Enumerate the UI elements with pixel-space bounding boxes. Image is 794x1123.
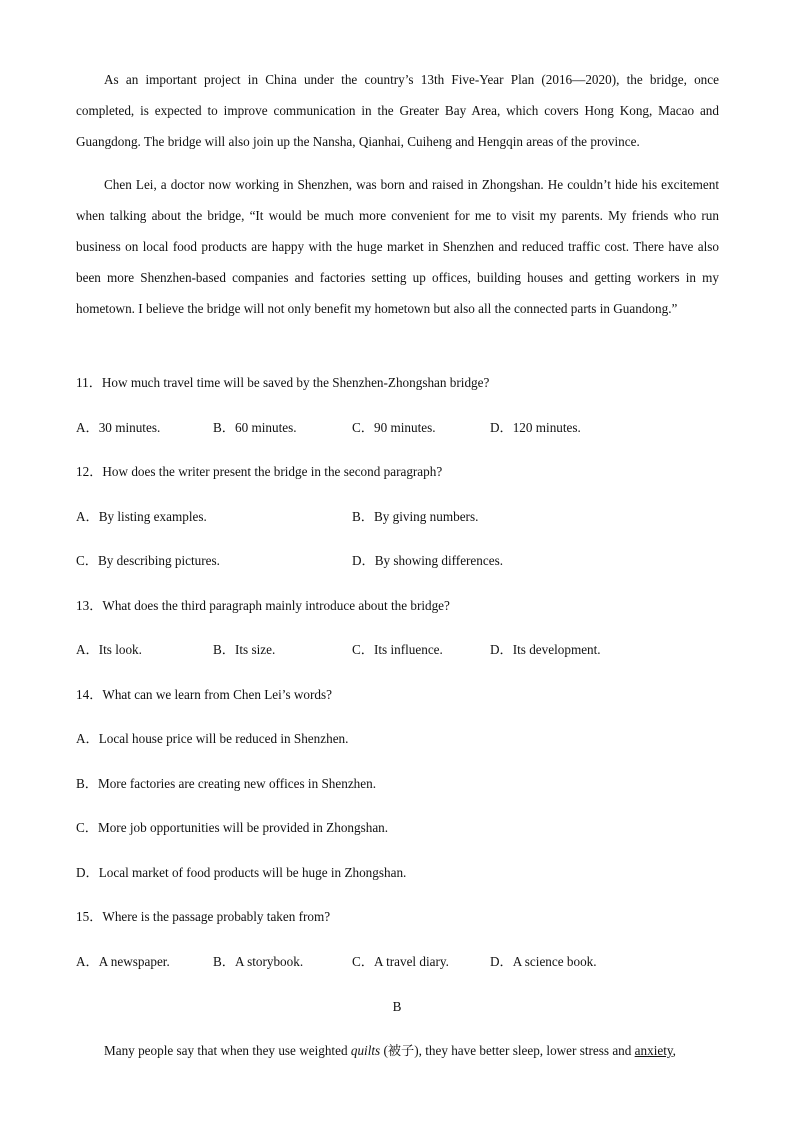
question-12-option-a: A．By listing examples. — [76, 509, 207, 524]
question-11-option-d: D．120 minutes. — [490, 420, 581, 435]
question-15-option-b: B．A storybook. — [213, 954, 304, 969]
question-14-option-a: A．Local house price will be reduced in Shenzhen. — [76, 731, 349, 746]
question-12-option-c: C．By describing pictures. — [76, 553, 220, 568]
section-b-intro-text: Many people say that when they use weighted — [104, 1043, 351, 1058]
question-13-option-a: A．Its look. — [76, 642, 142, 657]
question-13-option-d: D．Its development. — [490, 642, 601, 657]
section-b-heading: B — [392, 999, 402, 1014]
question-13-option-b: B．Its size. — [213, 642, 276, 657]
section-b-intro-end: , — [672, 1043, 676, 1058]
section-b-intro-middle: (被子), they have better sleep, lower stress and — [380, 1043, 635, 1058]
section-b-intro-underlined: anxiety — [634, 1043, 673, 1058]
question-14-option-b: B．More factories are creating new offices in Shenzhen. — [76, 776, 377, 791]
question-14-option-c: C．More job opportunities will be provided in Zhongshan. — [76, 820, 389, 835]
question-13-stem: 13．What does the third paragraph mainly introduce about the bridge? — [76, 598, 450, 613]
question-12-option-b: B．By giving numbers. — [352, 509, 479, 524]
question-13-option-c: C．Its influence. — [352, 642, 443, 657]
question-15-option-a: A．A newspaper. — [76, 954, 170, 969]
section-b-intro-italic: quilts — [350, 1043, 381, 1058]
paragraph-bridge-project: As an important project in China under the country’s 13th Five-Year Plan (2016—2020), the bridge, once completed, is expected to improve communication in the Greater Bay Area, which covers Hong Kong, Macao and Guangdong. The bridge will also join up the Nansha, Qianhai, Cuiheng and Hengqin areas of the province. — [76, 72, 719, 149]
question-11-option-c: C．90 minutes. — [352, 420, 436, 435]
question-15-stem: 15．Where is the passage probably taken from? — [76, 909, 331, 924]
paragraph-chen-lei: Chen Lei, a doctor now working in Shenzhen, was born and raised in Zhongshan. He couldn’t hide his excitement when talking about the bridge, “It would be much more convenient for me to visit my parents. My friends who run business on local food products are happy with the huge market in Shenzhen and reduced traffic cost. There have also been more Shenzhen-based companies and factories setting up offices, building houses and getting workers in my hometown. I believe the bridge will not only benefit my hometown but also all the connected parts in Guandong.” — [76, 177, 719, 316]
question-11-option-a: A．30 minutes. — [76, 420, 161, 435]
question-14-option-d: D．Local market of food products will be huge in Zhongshan. — [76, 865, 407, 880]
section-b-intro — [104, 1041, 676, 1061]
question-11-stem: 11．How much travel time will be saved by the Shenzhen-Zhongshan bridge? — [76, 375, 490, 390]
question-12-option-d: D．By showing differences. — [352, 553, 504, 568]
question-14-stem: 14．What can we learn from Chen Lei’s words? — [76, 687, 332, 702]
question-11-option-b: B．60 minutes. — [213, 420, 297, 435]
question-12-stem: 12．How does the writer present the bridge in the second paragraph? — [76, 464, 443, 479]
question-15-option-c: C．A travel diary. — [352, 954, 449, 969]
question-15-option-d: D．A science book. — [490, 954, 597, 969]
